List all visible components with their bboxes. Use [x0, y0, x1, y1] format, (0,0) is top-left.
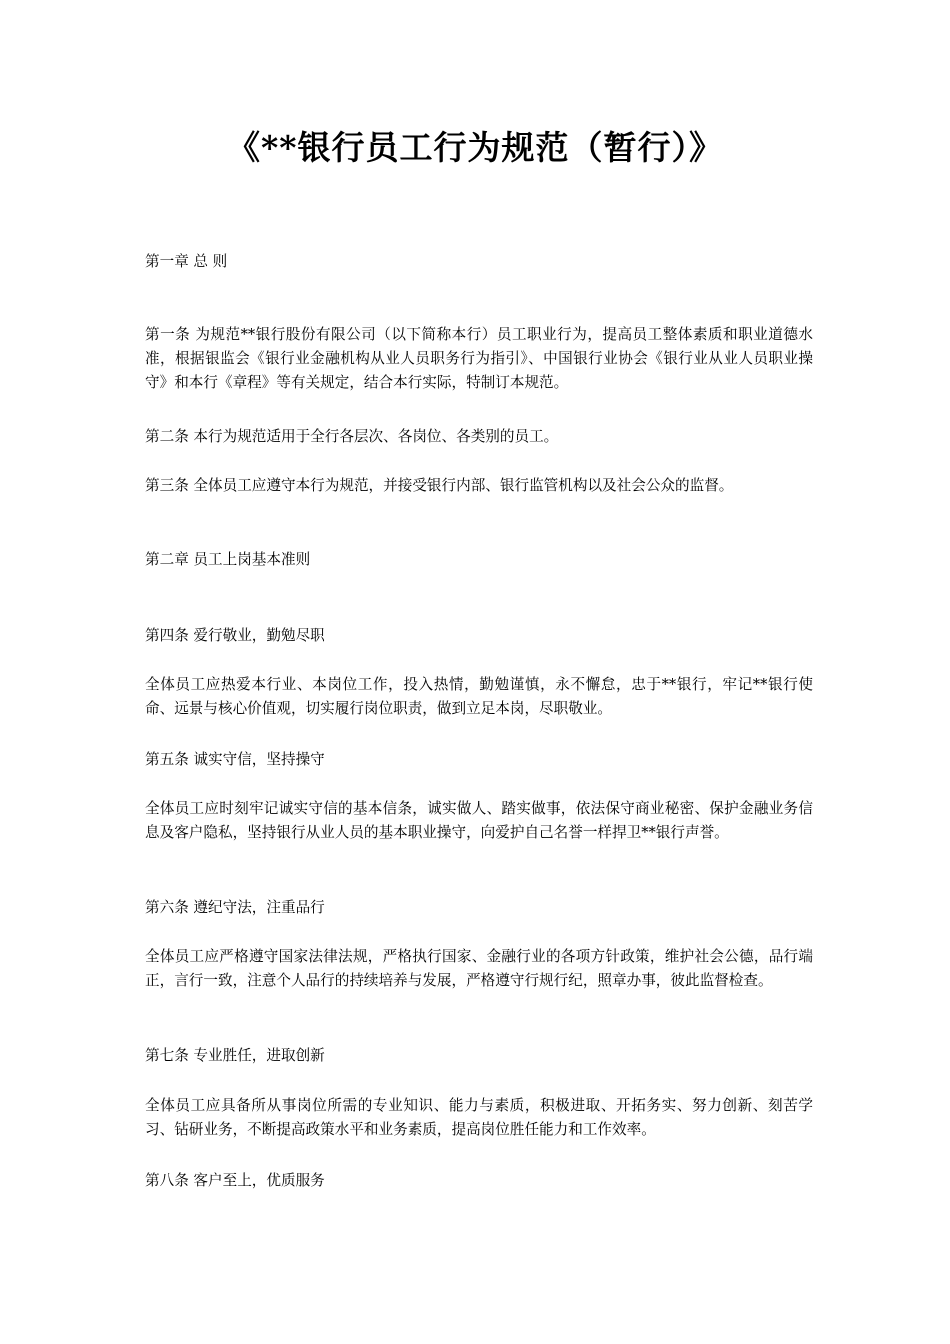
article-5-body: 全体员工应时刻牢记诚实守信的基本信条，诚实做人、踏实做事，依法保守商业秘密、保护金融业务信息及客户隐私，坚持银行从业人员的基本职业操守，向爱护自己名誉一样捍卫**银行声誉。	[145, 800, 813, 841]
article-1-text: 第一条 为规范**银行股份有限公司（以下简称本行）员工职业行为，提高员工整体素质和职业道德水准，根据银监会《银行业金融机构从业人员职务行为指引》、中国银行业协会《银行业从业人员职业操守》和本行《章程》等有关规定，结合本行实际，特制订本规范。	[145, 326, 813, 391]
article-7-body: 全体员工应具备所从事岗位所需的专业知识、能力与素质，积极进取、开拓务实、努力创新、刻苦学习、钻研业务，不断提高政策水平和业务素质，提高岗位胜任能力和工作效率。	[145, 1097, 813, 1138]
article-8-heading: 第八条 客户至上，优质服务	[145, 1172, 325, 1189]
article-4-heading: 第四条 爱行敬业，勤勉尽职	[145, 627, 325, 644]
document-title: 《**银行员工行为规范（暂行）》	[226, 128, 723, 167]
article-3-text: 第三条 全体员工应遵守本行为规范，并接受银行内部、银行监管机构以及社会公众的监督。	[145, 477, 734, 494]
chapter-2-heading: 第二章 员工上岗基本准则	[145, 551, 311, 568]
article-6-body: 全体员工应严格遵守国家法律法规，严格执行国家、金融行业的各项方针政策，维护社会公德，品行端正，言行一致，注意个人品行的持续培养与发展，严格遵守行规行纪，照章办事，彼此监督检查。	[145, 948, 813, 989]
article-7-heading: 第七条 专业胜任，进取创新	[145, 1047, 325, 1064]
article-6-heading: 第六条 遵纪守法，注重品行	[145, 899, 325, 916]
article-4-body: 全体员工应热爱本行业、本岗位工作，投入热情，勤勉谨慎，永不懈怠，忠于**银行，牢记**银行使命、远景与核心价值观，切实履行岗位职责，做到立足本岗，尽职敬业。	[145, 676, 813, 717]
article-2-text: 第二条 本行为规范适用于全行各层次、各岗位、各类别的员工。	[145, 428, 559, 445]
article-5-heading: 第五条 诚实守信，坚持操守	[145, 751, 325, 768]
chapter-1-heading: 第一章 总 则	[145, 253, 228, 270]
